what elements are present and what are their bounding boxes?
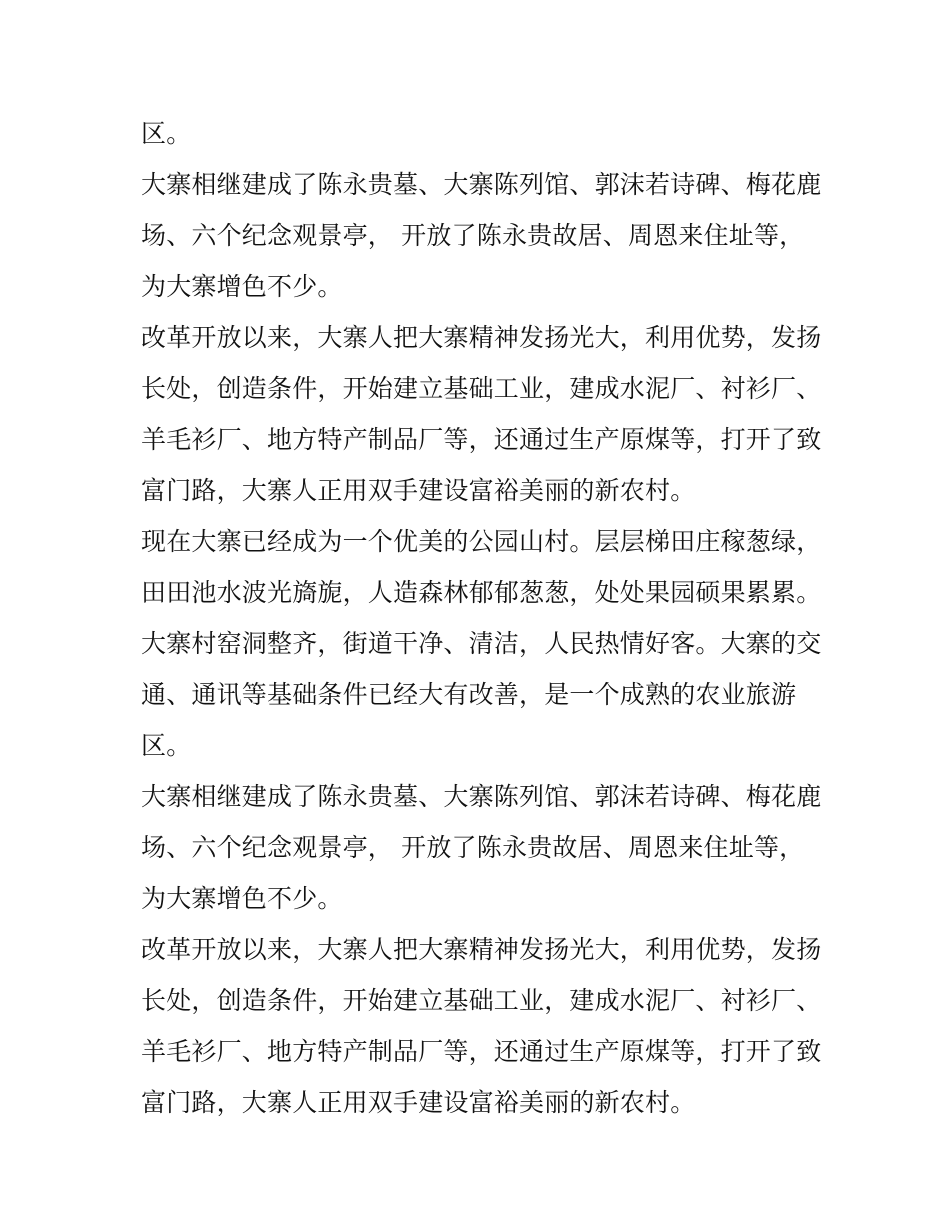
text-line: 田田池水波光旖旎，人造森林郁郁葱葱，处处果园硕果累累。 [141, 578, 822, 607]
text-line: 大寨相继建成了陈永贵墓、大寨陈列馆、郭沫若诗碑、梅花鹿 [141, 782, 822, 811]
text-line: 场、六个纪念观景亭， 开放了陈永贵故居、周恩来住址等， [141, 833, 805, 862]
text-line: 大寨村窑洞整齐，街道干净、清洁，人民热情好客。大寨的交 [141, 629, 822, 658]
text-line: 羊毛衫厂、地方特产制品厂等，还通过生产原煤等，打开了致 [141, 425, 822, 454]
text-line: 现在大寨已经成为一个优美的公园山村。层层梯田庄稼葱绿， [141, 527, 822, 556]
text-line: 大寨相继建成了陈永贵墓、大寨陈列馆、郭沫若诗碑、梅花鹿 [141, 170, 822, 199]
text-line: 通、通讯等基础条件已经大有改善，是一个成熟的农业旅游 [141, 680, 797, 709]
document-body [141, 108, 822, 1128]
text-line: 富门路，大寨人正用双手建设富裕美丽的新农村。 [141, 1088, 696, 1117]
text-line: 改革开放以来，大寨人把大寨精神发扬光大，利用优势，发扬 [141, 323, 822, 352]
text-line: 区。 [141, 731, 192, 760]
text-line: 场、六个纪念观景亭， 开放了陈永贵故居、周恩来住址等， [141, 221, 805, 250]
text-line: 区。 [141, 119, 192, 148]
text-line: 改革开放以来，大寨人把大寨精神发扬光大，利用优势，发扬 [141, 935, 822, 964]
text-line: 长处，创造条件，开始建立基础工业，建成水泥厂、衬衫厂、 [141, 374, 822, 403]
text-line: 富门路，大寨人正用双手建设富裕美丽的新农村。 [141, 476, 696, 505]
text-line: 羊毛衫厂、地方特产制品厂等，还通过生产原煤等，打开了致 [141, 1037, 822, 1066]
text-line: 为大寨增色不少。 [141, 272, 343, 301]
text-line: 为大寨增色不少。 [141, 884, 343, 913]
text-line: 长处，创造条件，开始建立基础工业，建成水泥厂、衬衫厂、 [141, 986, 822, 1015]
